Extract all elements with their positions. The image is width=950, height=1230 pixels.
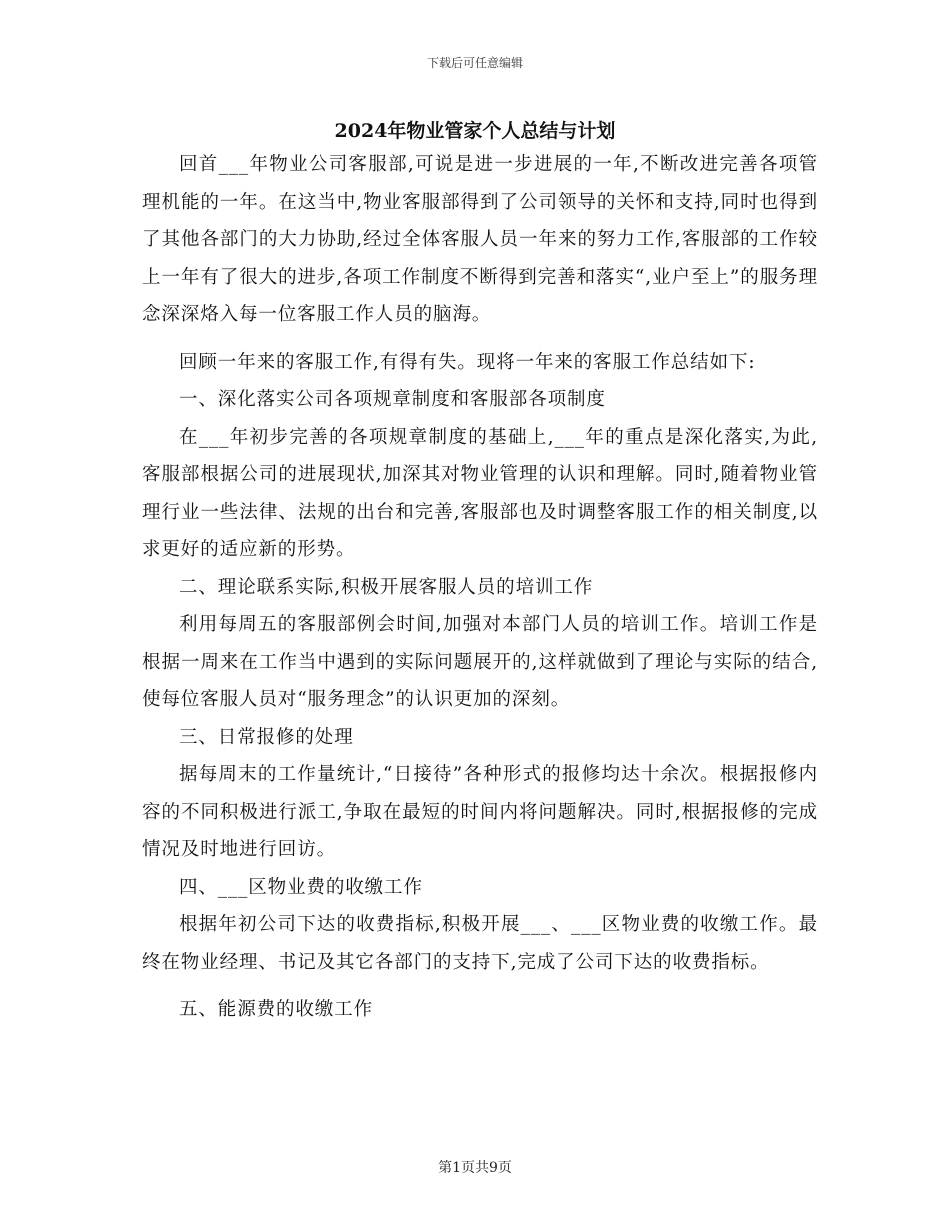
section-heading-3: 三、日常报修的处理: [179, 726, 354, 748]
document-title: 2024年物业管家个人总结与计划: [334, 120, 616, 142]
paragraph-section-3: 据每周末的工作量统计,“日接待”各种形式的报修均达十余次。根据报修内容的不同积极进行派工,争取在最短的时间内将问题解决。同时,根据报修的完成情况及时地进行回访。: [142, 764, 818, 860]
paragraph-section-1: 在___年初步完善的各项规章制度的基础上,___年的重点是深化落实,为此,客服部根据公司的进展现状,加深其对物业管理的认识和理解。同时,随着物业管理行业一些法律、法规的出台和完善,客服部也及时调整客服工作的相关制度,以求更好的适应新的形势。: [142, 426, 818, 560]
section-heading-5: 五、能源费的收缴工作: [179, 999, 374, 1020]
paragraph-section-2: 利用每周五的客服部例会时间,加强对本部门人员的培训工作。培训工作是根据一周来在工作当中遇到的实际问题展开的,这样就做到了理论与实际的结合,使每位客服人员对“服务理念”的认识更加的深刻。: [142, 614, 818, 710]
header-note: 下载后可任意编辑: [426, 56, 523, 70]
document-body: [142, 146, 818, 1029]
section-heading-2: 二、理论联系实际,积极开展客服人员的培训工作: [179, 576, 594, 598]
page-indicator: 第1页共9页: [438, 1160, 512, 1176]
paragraph-review: 回顾一年来的客服工作,有得有失。现将一年来的客服工作总结如下:: [179, 351, 756, 373]
paragraph-intro: 回首___年物业公司客服部,可说是进一步进展的一年,不断改进完善各项管理机能的一年。在这当中,物业客服部得到了公司领导的关怀和支持,同时也得到了其他各部门的大力协助,经过全体客服人员一年来的努力工作,客服部的工作较上一年有了很大的进步,各项工作制度不断得到完善和落实“,业户至上”的服务理念深深烙入每一位客服工作人员的脑海。: [142, 154, 818, 325]
section-heading-1: 一、深化落实公司各项规章制度和客服部各项制度: [179, 389, 606, 410]
paragraph-section-4: 根据年初公司下达的收费指标,积极开展___、___区物业费的收缴工作。最终在物业经理、书记及其它各部门的支持下,完成了公司下达的收费指标。: [142, 914, 818, 973]
section-heading-4: 四、___区物业费的收缴工作: [179, 876, 423, 898]
